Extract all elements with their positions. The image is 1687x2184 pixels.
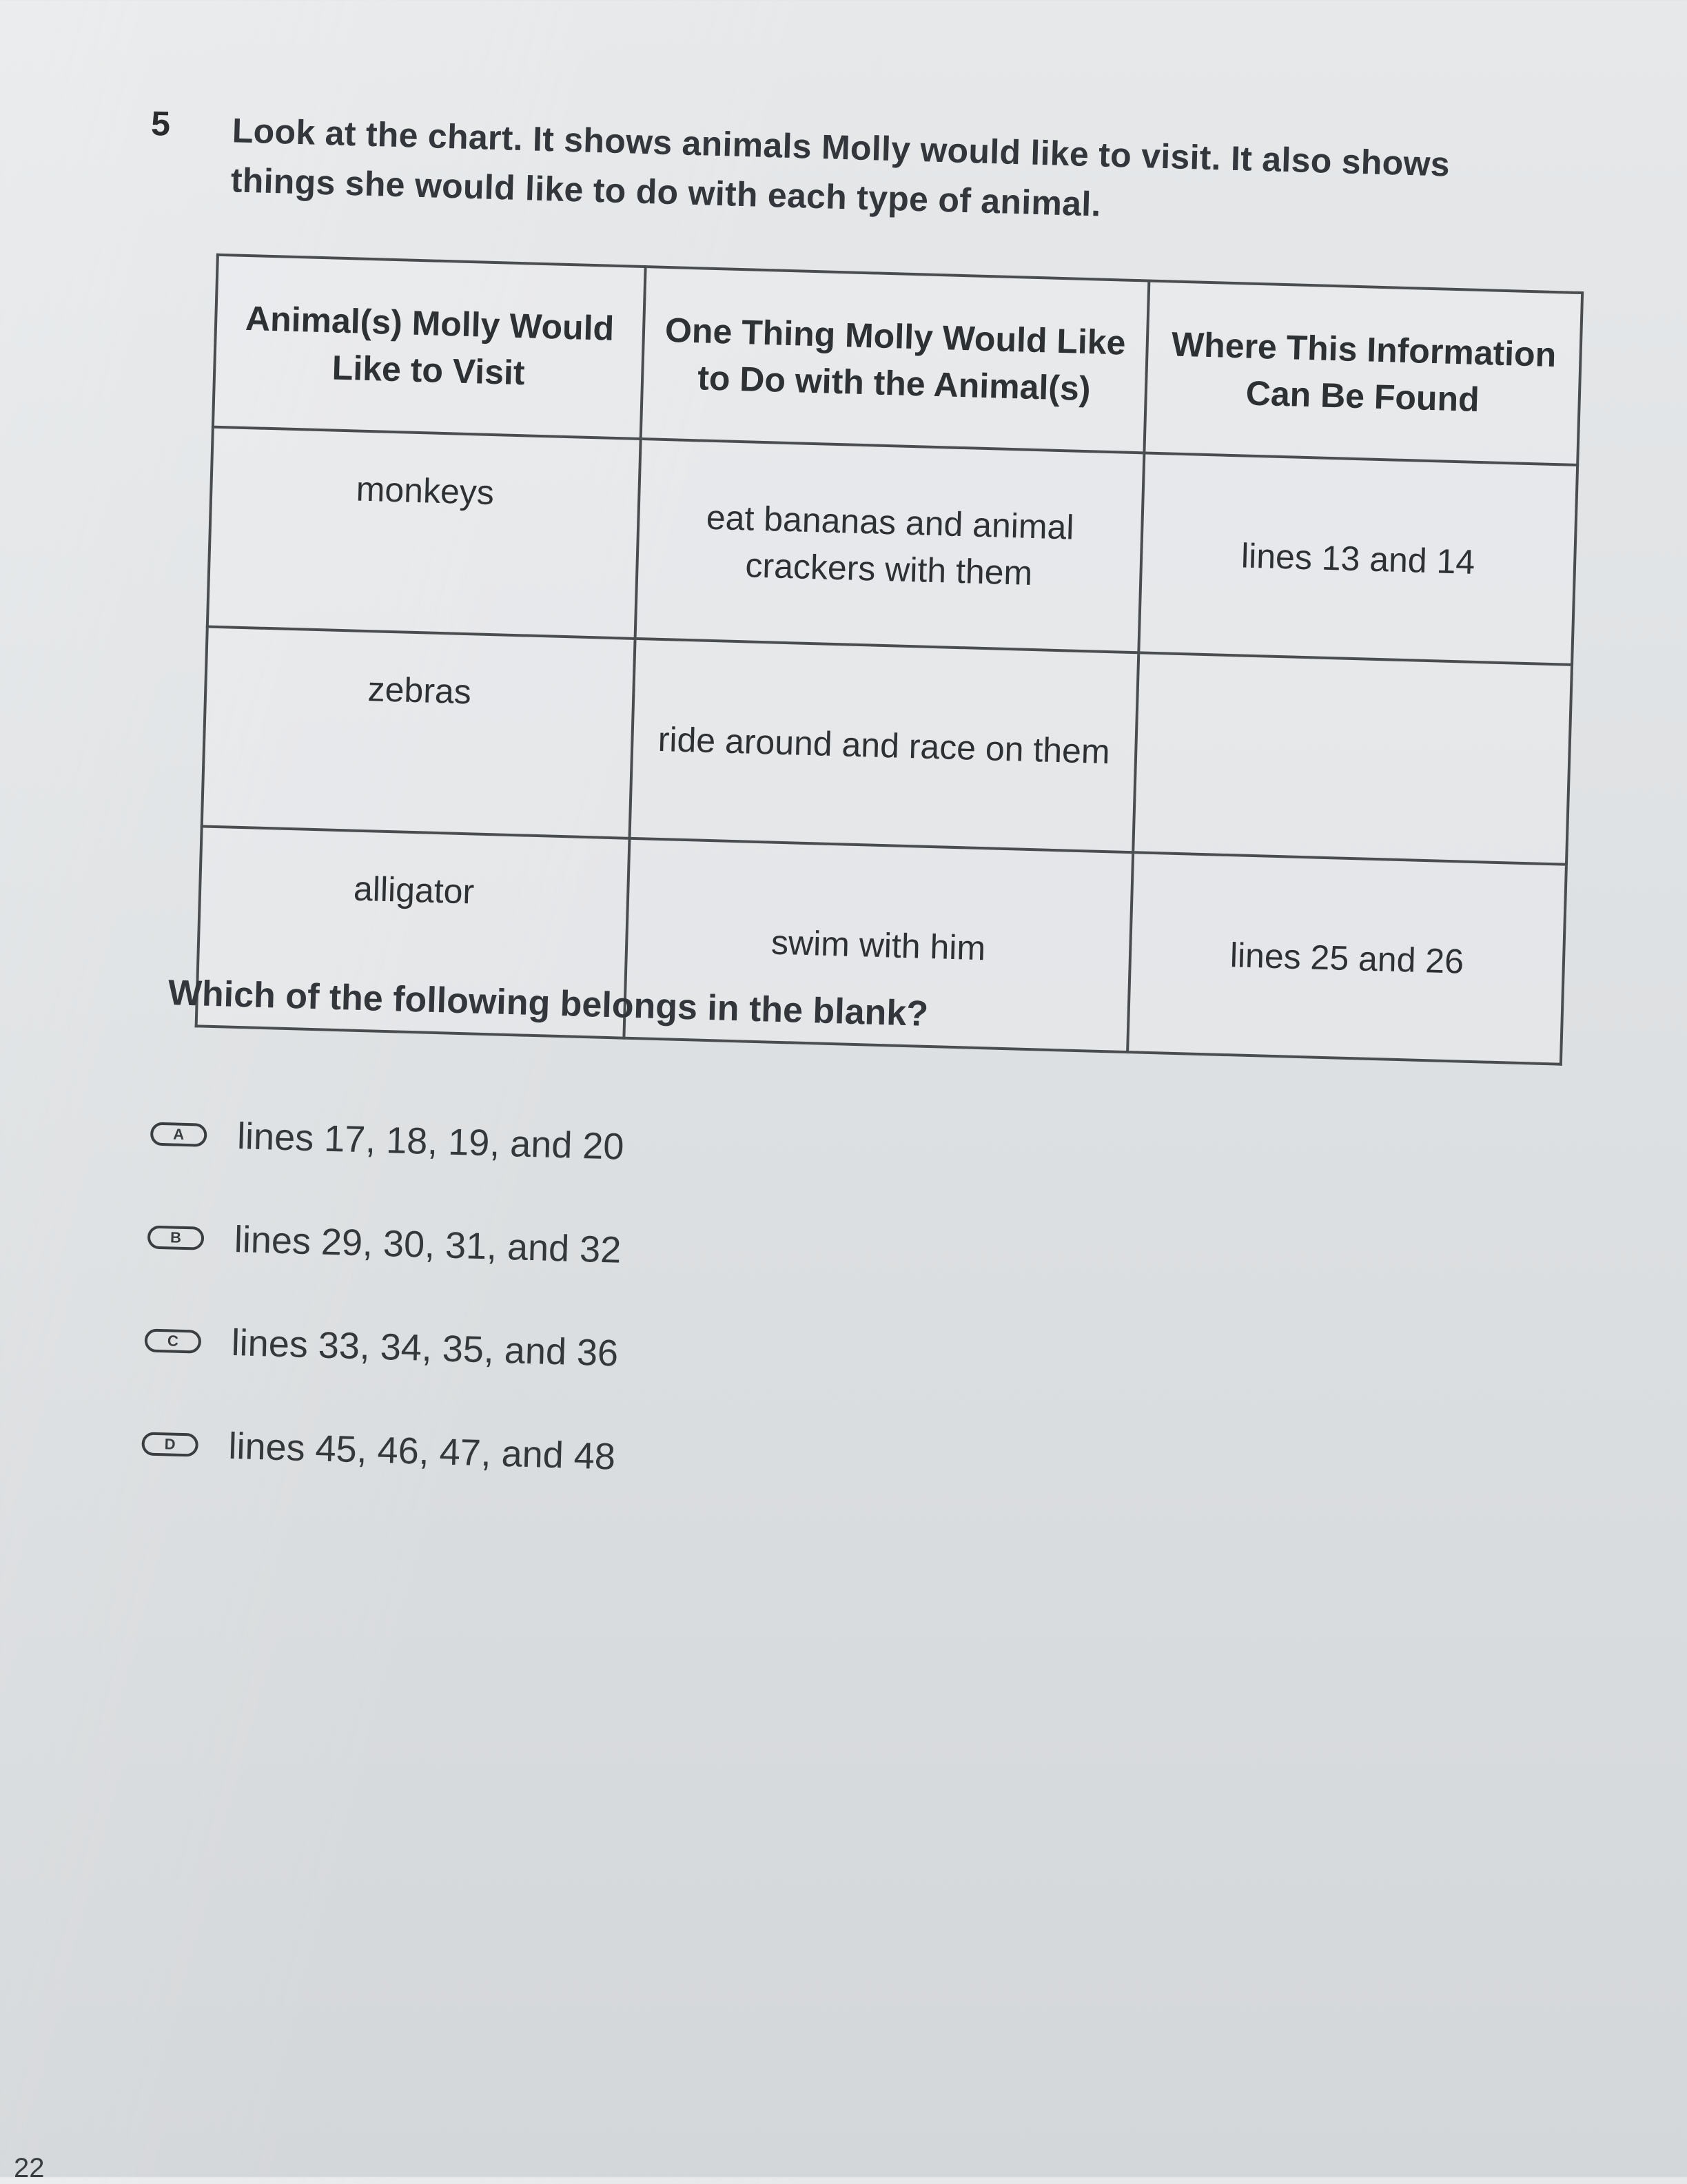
cell-activity: swim with him: [624, 838, 1133, 1052]
animal-chart: [195, 254, 1584, 1066]
cell-location: lines 13 and 14: [1138, 453, 1577, 664]
answer-bubble-a[interactable]: A: [150, 1122, 207, 1147]
choice-c-text: lines 33, 34, 35, and 36: [230, 1321, 619, 1374]
question-block: [150, 103, 1564, 1478]
header-animals: Animal(s) Molly Would Like to Visit: [213, 255, 645, 439]
answer-choices: [141, 1082, 626, 1509]
cell-animal: alligator: [196, 826, 630, 1038]
answer-bubble-d[interactable]: D: [141, 1432, 198, 1456]
cell-animal: zebras: [202, 627, 635, 838]
choice-c[interactable]: [143, 1288, 620, 1405]
choice-a-text: lines 17, 18, 19, and 20: [236, 1115, 625, 1168]
choice-d[interactable]: [141, 1392, 617, 1508]
question-text: Look at the chart. It shows animals Molly would like to visit. It also shows things she would like to do with each type of animal.: [230, 111, 1451, 224]
answer-bubble-b[interactable]: B: [147, 1225, 205, 1250]
choice-a[interactable]: [149, 1082, 625, 1199]
table-row: [207, 427, 1577, 665]
cell-activity: eat bananas and animal crackers with them: [635, 439, 1144, 652]
choice-b[interactable]: [146, 1186, 622, 1302]
cell-location: lines 25 and 26: [1127, 852, 1566, 1064]
header-location: Where This Information Can Be Found: [1144, 281, 1582, 465]
question-prompt: Which of the following belongs in the blank?: [167, 973, 929, 1034]
answer-bubble-c[interactable]: C: [144, 1328, 201, 1353]
page-number: 22: [14, 2153, 45, 2183]
cell-animal: monkeys: [207, 427, 641, 639]
choice-b-text: lines 29, 30, 31, and 32: [234, 1219, 622, 1271]
cell-activity: ride around and race on them: [629, 639, 1138, 852]
choice-d-text: lines 45, 46, 47, and 48: [227, 1425, 616, 1478]
cell-location-blank: [1133, 652, 1572, 864]
header-activity: One Thing Molly Would Like to Do with the Animal(s): [640, 267, 1149, 453]
question-number: 5: [150, 103, 171, 143]
table-row: [202, 627, 1572, 865]
